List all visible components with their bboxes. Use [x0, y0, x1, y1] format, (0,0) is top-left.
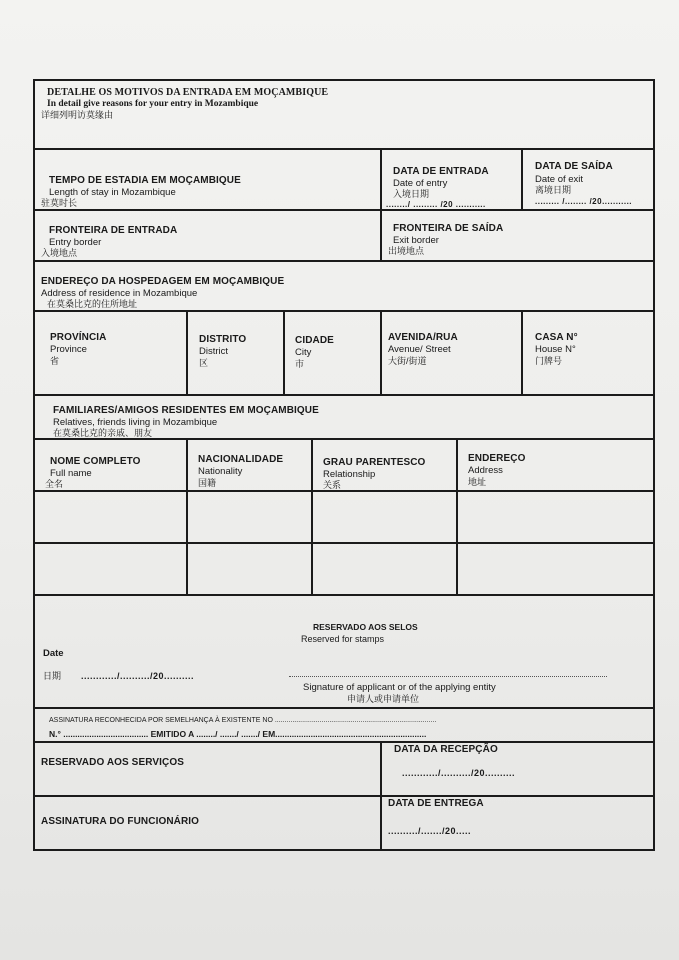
city-en: City — [295, 347, 312, 358]
official-signature-cell[interactable] — [35, 797, 382, 851]
nationality-header — [188, 440, 313, 490]
exit-date-zh: 离境日期 — [535, 185, 572, 195]
house-number-cell[interactable] — [523, 312, 653, 394]
relatives-header-row — [35, 440, 653, 492]
relatives-heading-row — [35, 396, 653, 440]
stay-title-zh: 驻莫时长 — [41, 198, 78, 208]
address-title-pt: ENDEREÇO DA HOSPEDAGEM EM MOÇAMBIQUE — [41, 276, 285, 287]
entry-border-en: Entry border — [49, 237, 102, 248]
relative-name-input[interactable] — [35, 492, 188, 542]
relatives-title-en: Relatives, friends living in Mozambique — [53, 417, 218, 428]
official-signature-label: ASSINATURA DO FUNCIONÁRIO — [41, 816, 200, 827]
province-zh: 省 — [50, 356, 60, 366]
street-en: Avenue/ Street — [388, 344, 451, 355]
exit-date-pt: DATA DE SAÍDA — [535, 161, 613, 172]
city-pt: CIDADE — [295, 335, 334, 346]
reception-date-blank: ............/........../20.......... — [402, 768, 516, 778]
fullname-en: Full name — [50, 468, 92, 479]
certified-line2: N.° .................................... EMITIDO A ......../ ......./ ......./ EM................................................................ — [49, 729, 427, 739]
relatives-title-zh: 在莫桑比克的亲戚、朋友 — [53, 428, 153, 438]
signature-caption-zh: 申请人或申请单位 — [347, 694, 420, 704]
stamps-title-pt: RESERVADO AOS SELOS — [313, 622, 418, 632]
relationship-header — [313, 440, 458, 490]
entry-border-pt: FRONTEIRA DE ENTRADA — [49, 225, 178, 236]
date-label: Date — [43, 648, 64, 659]
stay-title-en: Length of stay in Mozambique — [49, 187, 176, 198]
relatives-data-row — [35, 544, 653, 596]
services-row — [35, 743, 653, 797]
delivery-date-blank: ........../......./20..... — [388, 826, 472, 836]
border-row — [35, 211, 653, 262]
entry-border-zh: 入境地点 — [41, 248, 78, 258]
house-number-en: House N° — [535, 344, 576, 355]
reasons-row[interactable] — [35, 81, 653, 150]
exit-date-cell[interactable] — [523, 150, 653, 209]
signature-caption-en: Signature of applicant or of the applying entity — [303, 682, 496, 693]
relative-relationship-input[interactable] — [313, 492, 458, 542]
visa-application-form — [33, 79, 655, 851]
fullname-header — [35, 440, 188, 490]
services-cell — [35, 743, 382, 795]
street-cell[interactable] — [382, 312, 523, 394]
relationship-en: Relationship — [323, 469, 376, 480]
relative-nationality-input[interactable] — [188, 492, 313, 542]
relative-address-input[interactable] — [458, 492, 653, 542]
relative-name-input[interactable] — [35, 544, 188, 594]
relative-address-input[interactable] — [458, 544, 653, 594]
address-heading-row — [35, 262, 653, 312]
nationality-zh: 国籍 — [198, 478, 217, 488]
certified-row[interactable] — [35, 709, 653, 743]
relative-address-pt: ENDEREÇO — [468, 453, 526, 464]
reasons-title-pt: DETALHE OS MOTIVOS DA ENTRADA EM MOÇAMBIQUE — [47, 87, 329, 98]
reasons-title-zh: 详细列明访莫缘由 — [41, 110, 114, 120]
entry-date-pt: DATA DE ENTRADA — [393, 166, 489, 177]
entry-date-en: Date of entry — [393, 178, 448, 189]
stamps-row — [35, 596, 653, 709]
address-title-zh: 在莫桑比克的住所地址 — [47, 299, 138, 309]
relationship-zh: 关系 — [323, 480, 342, 490]
province-en: Province — [50, 344, 87, 355]
relationship-pt: GRAU PARENTESCO — [323, 457, 426, 468]
nationality-en: Nationality — [198, 466, 243, 477]
official-row — [35, 797, 653, 851]
relative-address-zh: 地址 — [468, 477, 487, 487]
relative-address-en: Address — [468, 465, 503, 476]
fullname-zh: 全名 — [45, 479, 64, 489]
reception-date-cell[interactable] — [382, 743, 653, 795]
house-number-zh: 门牌号 — [535, 356, 563, 366]
entry-border-cell[interactable] — [35, 211, 382, 260]
entry-date-zh: 入境日期 — [393, 189, 430, 199]
district-zh: 区 — [199, 358, 209, 368]
address-title-en: Address of residence in Mozambique — [41, 288, 198, 299]
services-label: RESERVADO AOS SERVIÇOS — [41, 757, 184, 768]
district-cell[interactable] — [188, 312, 285, 394]
exit-border-cell[interactable] — [382, 211, 653, 260]
fullname-pt: NOME COMPLETO — [50, 456, 141, 467]
exit-border-zh: 出境地点 — [388, 246, 425, 256]
relatives-title-pt: FAMILIARES/AMIGOS RESIDENTES EM MOÇAMBIQUE — [53, 405, 319, 416]
delivery-date-label: DATA DE ENTREGA — [388, 798, 484, 809]
stamps-title-en: Reserved for stamps — [301, 634, 385, 644]
signature-line[interactable] — [289, 676, 607, 677]
exit-border-pt: FRONTEIRA DE SAÍDA — [393, 223, 504, 234]
relative-relationship-input[interactable] — [313, 544, 458, 594]
address-fields-row — [35, 312, 653, 396]
reasons-title-en: In detail give reasons for your entry in Mozambique — [47, 99, 259, 109]
house-number-pt: CASA N° — [535, 332, 578, 343]
street-zh: 大街/街道 — [388, 356, 427, 366]
relative-address-header — [458, 440, 653, 490]
relatives-data-row — [35, 492, 653, 544]
certified-line1: ASSINATURA RECONHECIDA POR SEMELHANÇA À EXISTENTE NO ................................................................................... — [49, 717, 437, 724]
stay-cell[interactable] — [35, 150, 382, 209]
city-zh: 市 — [295, 359, 305, 369]
delivery-date-cell[interactable] — [382, 797, 653, 851]
district-pt: DISTRITO — [199, 334, 247, 345]
relative-nationality-input[interactable] — [188, 544, 313, 594]
stay-row — [35, 150, 653, 211]
nationality-pt: NACIONALIDADE — [198, 454, 284, 465]
entry-date-cell[interactable] — [382, 150, 523, 209]
exit-date-en: Date of exit — [535, 174, 584, 185]
date-label-zh: 日期 — [43, 671, 62, 681]
city-cell[interactable] — [285, 312, 382, 394]
province-cell[interactable] — [35, 312, 188, 394]
stamps-date-blank[interactable]: ............/........../20.......... — [81, 671, 195, 681]
entry-date-blank: ......../ ......... /20 ........... — [386, 200, 486, 209]
street-pt: AVENIDA/RUA — [388, 332, 458, 343]
province-pt: PROVÍNCIA — [50, 332, 107, 343]
reception-date-label: DATA DA RECEPÇÃO — [394, 744, 498, 755]
stay-title-pt: TEMPO DE ESTADIA EM MOÇAMBIQUE — [49, 175, 241, 186]
exit-date-blank: ......... /........ /20........... — [535, 197, 633, 206]
exit-border-en: Exit border — [393, 235, 439, 246]
district-en: District — [199, 346, 229, 357]
